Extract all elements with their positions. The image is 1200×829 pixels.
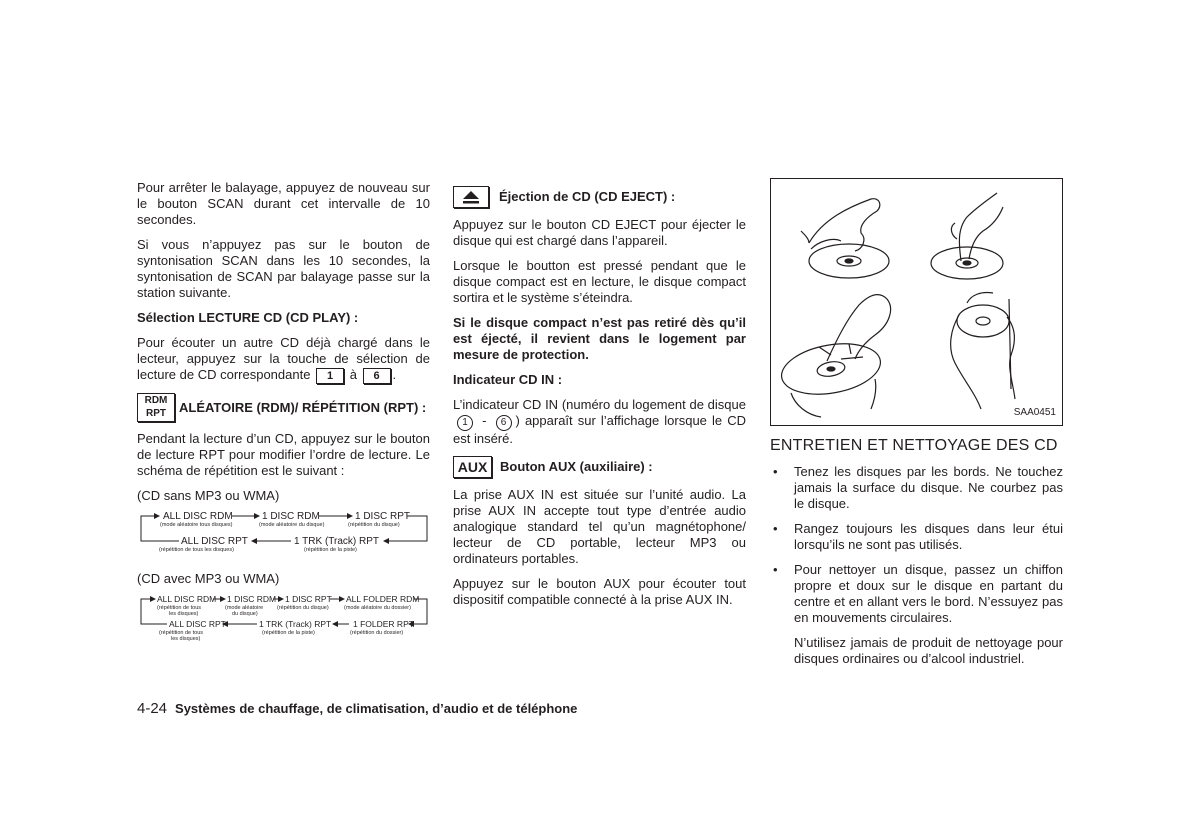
rdm-heading-row [137,393,430,422]
d2-all-disc-rpt-sub-a: (répétition de tous [159,630,204,636]
repeat-diagram-mp3 [137,594,430,644]
d2-all-folder-rdm-sub: (mode aléatoire du dossier) [344,605,411,611]
d2-1-disc-rdm-sub-b: du disque) [232,611,258,617]
rdm-paragraph: Pendant la lecture d’un CD, appuyez sur le bouton de lecture RPT pour modifier l’ordre de lecture. Le schéma de répétition est le suivant : [137,431,430,478]
section-title: ENTRETIEN ET NETTOYAGE DES CD [770,437,1058,454]
cd-play-heading: Sélection LECTURE CD (CD PLAY) : [137,310,359,325]
cd-in-heading: Indicateur CD IN : [453,372,563,387]
d1-all-disc-rdm: ALL DISC RDM [163,511,233,522]
aux-paragraph-2: Appuyez sur le bouton AUX pour écouter tout dispositif compatible connecté à la prise AUX IN. [453,576,746,607]
column-middle [453,186,746,617]
cleaning-warning-paragraph: N’utilisez jamais de produit de nettoyage pour disques ordinaires ou d’alcool industriel. [794,635,1063,666]
figure-code: SAA0451 [1013,407,1056,418]
d1-all-disc-rpt-sub: (répétition de tous les disques) [159,547,234,553]
d2-1-disc-rpt: 1 DISC RPT [285,594,332,604]
repeat-diagram-no-mp3 [137,511,430,557]
scan-timeout-paragraph: Si vous n’appuyez pas sur le bouton de syntonisation SCAN dans les 10 secondes, la syntonisation de SCAN par balayage passe sur la station suivante. [137,237,430,300]
cd-play-paragraph: Pour écouter un autre CD déjà chargé dans le lecteur, appuyez sur la touche de sélection de lecture de CD correspondante 1 à 6 . [137,335,430,382]
d1-1-trk-rpt: 1 TRK (Track) RPT [294,536,380,547]
list-item: • Tenez les disques par les bords. Ne touchez jamais la surface du disque. Ne courbez pas le disque. [770,464,1063,512]
d2-1-trk-rpt-sub: (répétition de la piste) [262,630,315,636]
d1-all-disc-rdm-sub: (mode aléatoire tous disques) [160,522,233,528]
d1-1-trk-rpt-sub: (répétition de la piste) [304,547,357,553]
page-number: 4-24 [137,700,168,717]
eject-paragraph-2: Lorsque le boutton est pressé pendant que le disque compact est en lecture, le disque compact sortira et le système s’éteindra. [453,258,746,305]
d1-1-disc-rpt: 1 DISC RPT [355,511,411,522]
d1-all-disc-rpt: ALL DISC RPT [181,536,248,547]
d1-1-disc-rdm-sub: (mode aléatoire du disque) [259,522,325,528]
key-6-icon: 6 [363,368,391,384]
cd-in-paragraph: L’indicateur CD IN (numéro du logement de disque 1 - 6 ) apparaît sur l’affichage lorsque le CD est inséré. [453,397,746,446]
footer-title: Systèmes de chauffage, de climatisation, d’audio et de téléphone [175,701,578,716]
d2-all-disc-rpt-sub-b: les disques) [171,636,201,642]
rdm-heading: ALÉATOIRE (RDM)/ RÉPÉTITION (RPT) : [179,400,427,415]
d2-1-disc-rdm-sub-a: (mode aléatoire [225,605,264,611]
mp3-label: (CD avec MP3 ou WMA) [137,571,280,586]
cd-handling-illustration [770,178,1063,426]
aux-paragraph-1: La prise AUX IN est située sur l’unité audio. La prise AUX IN accepte tout type d’entrée audio analogique standard tel qu’un magnétophone/ lecteur de CD portable, lecteur MP3 ou ordinateurs portables. [453,487,746,566]
d2-all-disc-rdm: ALL DISC RDM [157,594,217,604]
column-left [137,180,430,658]
d2-all-disc-rdm-sub-a: (répétition de tous [157,605,202,611]
d1-1-disc-rdm: 1 DISC RDM [262,511,320,522]
page-footer [137,700,577,717]
slot-1-circle-icon: 1 [457,415,473,431]
key-1-icon: 1 [316,368,344,384]
scan-stop-paragraph: Pour arrêter le balayage, appuyez de nouveau sur le bouton SCAN durant cet intervalle de 10 secondes. [137,180,430,227]
eject-warning: Si le disque compact n’est pas retiré dès qu’il est éjecté, il revient dans le logement par mesure de protection. [453,315,746,362]
slot-6-circle-icon: 6 [496,415,512,431]
list-item: • Rangez toujours les disques dans leur étui lorsqu’ils ne sont pas utilisés. [770,521,1063,553]
eject-heading: Éjection de CD (CD EJECT) : [499,189,676,204]
d2-1-disc-rpt-sub: (répétition du disque) [277,605,329,611]
aux-key-icon: AUX [453,456,492,478]
d2-1-trk-rpt: 1 TRK (Track) RPT [259,619,332,629]
eject-paragraph-1: Appuyez sur le bouton CD EJECT pour éjecter le disque qui est chargé dans l’appareil. [453,217,746,248]
d2-all-folder-rdm: ALL FOLDER RDM [346,594,420,604]
d1-1-disc-rpt-sub: (répétition du disque) [348,522,400,528]
d2-all-disc-rpt: ALL DISC RPT [169,619,226,629]
eject-heading-row [453,186,746,208]
rdm-rpt-key-icon: RDM RPT [137,393,175,422]
d2-all-disc-rdm-sub-b: les disques) [169,611,199,617]
care-bullet-list [770,464,1063,626]
aux-heading-row [453,456,746,478]
column-right [770,178,1063,676]
aux-heading: Bouton AUX (auxiliaire) : [500,459,653,474]
no-mp3-label: (CD sans MP3 ou WMA) [137,488,280,503]
d2-1-disc-rdm: 1 DISC RDM [227,594,277,604]
list-item: • Pour nettoyer un disque, passez un chiffon propre et doux sur le disque en partant du centre et en allant vers le bord. N’essuyez pas en mouvements circulaires. [770,562,1063,626]
cd-handling-icon [771,179,1062,425]
d2-1-folder-rpt-sub: (répétition du dossier) [350,630,404,636]
d2-1-folder-rpt: 1 FOLDER RPT [353,619,414,629]
eject-icon [453,186,489,208]
